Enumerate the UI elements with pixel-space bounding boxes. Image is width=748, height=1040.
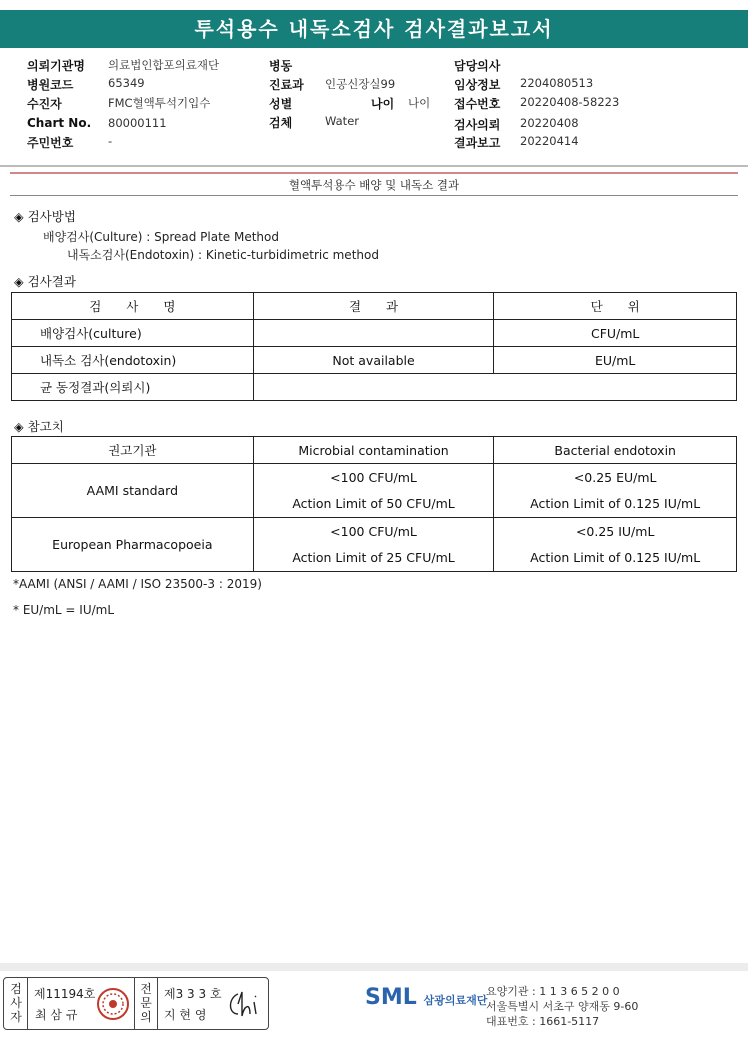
examiner-license: 제11194호 — [34, 987, 96, 1001]
test-result — [253, 374, 736, 401]
info-value: 2204080513 — [520, 76, 594, 90]
specialist-license: 제3 3 3 호 — [164, 987, 222, 1001]
info-label: 결과보고 — [454, 136, 501, 150]
table-header: 단 위 — [494, 293, 737, 320]
test-unit: CFU/mL — [494, 320, 737, 347]
sml-logo — [365, 985, 487, 1010]
endo-limit-2: Action Limit of 0.125 IU/mL — [530, 549, 701, 565]
footer-divider — [0, 963, 748, 971]
info-label: 수진자 — [27, 97, 62, 111]
diamond-icon: ◈ — [14, 419, 24, 434]
test-result — [253, 320, 494, 347]
age-value: 나이 — [408, 96, 431, 110]
test-unit: EU/mL — [494, 347, 737, 374]
diamond-icon: ◈ — [14, 274, 24, 289]
diamond-icon: ◈ — [14, 209, 24, 224]
institution-code: 요양기관 : 1 1 3 6 5 2 0 0 — [486, 985, 620, 998]
reference-heading — [14, 417, 64, 435]
table-header: Bacterial endotoxin — [494, 437, 737, 464]
endo-limit — [494, 518, 737, 572]
table-row — [12, 464, 737, 518]
institution-address: 서울특별시 서초구 양재동 9-60 — [486, 1000, 639, 1013]
table-header: Microbial contamination — [253, 437, 494, 464]
patient-info — [0, 55, 748, 167]
org-name: 삼광의료재단 — [423, 994, 488, 1007]
micro-limit — [253, 518, 494, 572]
test-result: Not available — [253, 347, 494, 374]
info-value: Water — [325, 114, 359, 128]
info-label: 진료과 — [269, 78, 304, 92]
org-name: European Pharmacopoeia — [12, 518, 254, 572]
info-value: 의료법인합포의료재단 — [108, 58, 220, 72]
seal-icon — [96, 986, 130, 1022]
endo-limit-2: Action Limit of 0.125 IU/mL — [530, 495, 701, 511]
info-label: 성별 — [269, 97, 293, 111]
method-heading — [14, 207, 76, 225]
micro-limit-1: <100 CFU/mL — [330, 469, 417, 485]
endo-limit-1: <0.25 EU/mL — [573, 469, 657, 485]
method-heading-text: 검사방법 — [27, 209, 76, 224]
table-row — [12, 374, 737, 401]
note-aami: *AAMI (ANSI / AAMI / ISO 23500-3 : 2019) — [13, 577, 262, 591]
info-label: 병동 — [269, 59, 293, 73]
signature-box — [3, 977, 269, 1030]
examiner-label: 검 사 자 — [10, 982, 22, 1024]
divider — [157, 978, 158, 1029]
method-culture: 배양검사(Culture) : Spread Plate Method — [43, 230, 279, 244]
table-row — [12, 320, 737, 347]
reference-heading-text: 참고치 — [27, 419, 64, 434]
table-header: 결 과 — [253, 293, 494, 320]
table-header: 검 사 명 — [12, 293, 254, 320]
micro-limit — [253, 464, 494, 518]
divider — [27, 978, 28, 1029]
info-label: 담당의사 — [454, 59, 501, 73]
divider — [134, 978, 135, 1029]
info-label: 접수번호 — [454, 97, 501, 111]
info-value: - — [108, 134, 113, 148]
info-value: FMC혈액투석기입수 — [108, 96, 211, 110]
institution-phone: 대표번호 : 1661-5117 — [486, 1015, 600, 1028]
info-label: 검체 — [269, 116, 293, 130]
info-label: 의뢰기관명 — [27, 59, 85, 73]
endo-limit-1: <0.25 IU/mL — [575, 523, 655, 539]
specialist-label: 전 문 의 — [140, 982, 152, 1024]
institution-info — [486, 984, 638, 1029]
test-name: 균 동정결과(의뢰시) — [12, 374, 254, 401]
results-table — [11, 292, 737, 401]
info-label: 병원코드 — [27, 78, 74, 92]
section-title: 혈액투석용수 배양 및 내독소 결과 — [10, 174, 738, 196]
reference-table — [11, 436, 737, 572]
micro-limit-2: Action Limit of 50 CFU/mL — [292, 495, 455, 511]
examiner-name: 최 삼 규 — [35, 1008, 78, 1022]
table-row — [12, 518, 737, 572]
test-name: 배양검사(culture) — [12, 320, 254, 347]
info-label: 주민번호 — [27, 136, 74, 150]
age-label: 나이 — [371, 97, 395, 111]
table-header-row — [12, 437, 737, 464]
signature-icon — [224, 988, 264, 1020]
endo-limit — [494, 464, 737, 518]
table-row — [12, 347, 737, 374]
logo-text: SML — [365, 985, 417, 1010]
info-value: 80000111 — [108, 116, 167, 130]
org-name: AAMI standard — [12, 464, 254, 518]
table-header: 권고기관 — [12, 437, 254, 464]
info-value: 20220408 — [520, 116, 579, 130]
micro-limit-2: Action Limit of 25 CFU/mL — [292, 549, 455, 565]
table-header-row — [12, 293, 737, 320]
info-value: 65349 — [108, 76, 145, 90]
micro-limit-1: <100 CFU/mL — [330, 523, 417, 539]
info-value: 20220414 — [520, 134, 579, 148]
method-endotoxin: 내독소검사(Endotoxin) : Kinetic-turbidimetric method — [67, 248, 379, 262]
specialist-name: 지 현 영 — [164, 1008, 207, 1022]
info-label: 임상정보 — [454, 78, 501, 92]
results-heading-text: 검사결과 — [27, 274, 76, 289]
test-name: 내독소 검사(endotoxin) — [12, 347, 254, 374]
info-value: 인공신장실99 — [325, 77, 396, 91]
report-title: 투석용수 내독소검사 검사결과보고서 — [0, 10, 748, 48]
note-units: * EU/mL = IU/mL — [13, 603, 115, 617]
info-label: 검사의뢰 — [454, 118, 501, 132]
info-label: Chart No. — [27, 116, 92, 130]
info-value: 20220408-58223 — [520, 95, 620, 109]
results-heading — [14, 272, 76, 290]
